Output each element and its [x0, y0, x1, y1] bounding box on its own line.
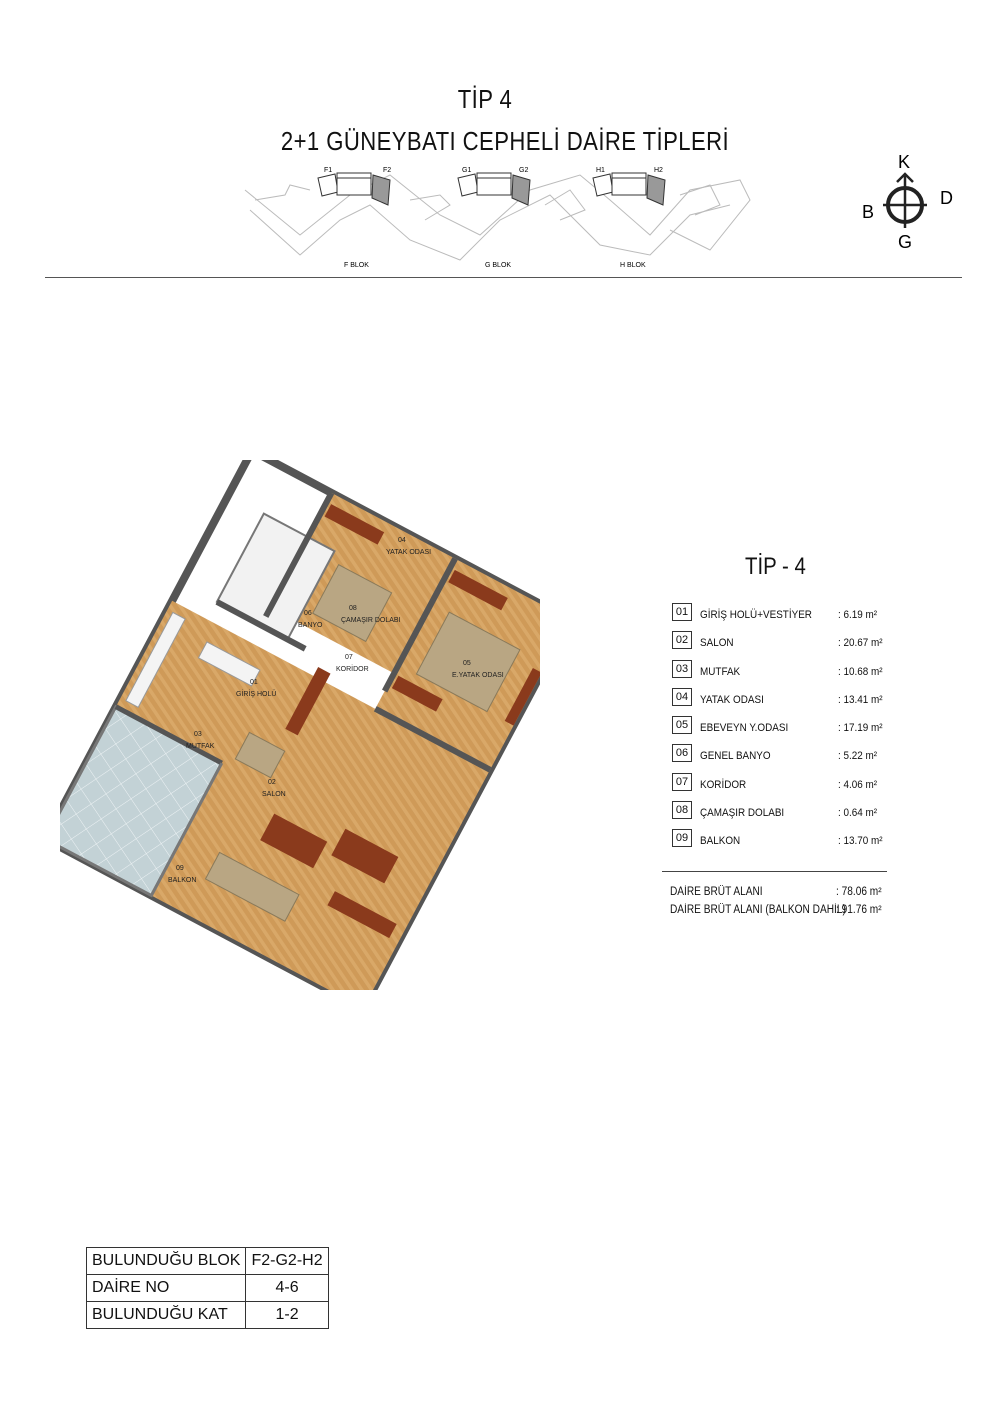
g-block-unit [458, 173, 530, 205]
compass-south: G [898, 232, 913, 252]
room-name: KORİDOR [700, 778, 747, 791]
room-area-list [672, 603, 892, 858]
unit-f1-label: F1 [324, 167, 333, 174]
svg-text:02: 02 [268, 779, 276, 786]
compass-north: K [898, 152, 911, 172]
unit-h1-label: H1 [596, 167, 605, 174]
room-row [672, 688, 892, 716]
svg-text:BALKON: BALKON [168, 877, 197, 884]
total-value: : 91.76 m² [836, 904, 882, 916]
room-row [672, 801, 892, 829]
unit-f2-label: F2 [383, 167, 392, 174]
svg-text:08: 08 [349, 605, 357, 612]
floor-plan [60, 460, 540, 990]
room-area: : 10.68 m² [838, 665, 883, 678]
room-name: EBEVEYN Y.ODASI [700, 722, 789, 735]
totals-divider [662, 871, 887, 872]
compass-west: B [862, 202, 875, 222]
h-block-unit [593, 173, 665, 205]
svg-text:04: 04 [398, 537, 406, 544]
info-row [87, 1275, 329, 1302]
block-f-label: F BLOK [344, 262, 369, 269]
room-area: : 6.19 m² [838, 609, 878, 621]
room-area: : 20.67 m² [838, 637, 883, 650]
room-area: : 4.06 m² [838, 778, 878, 791]
info-label: BULUNDUĞU BLOK [87, 1248, 246, 1275]
unit-g1-label: G1 [462, 167, 472, 174]
block-h-label: H BLOK [620, 262, 646, 269]
room-area: : 0.64 m² [838, 807, 878, 820]
room-row [672, 631, 892, 659]
info-value: 1-2 [246, 1302, 328, 1329]
svg-text:BANYO: BANYO [298, 622, 323, 629]
svg-text:09: 09 [176, 865, 184, 872]
room-number-box: 05 [672, 716, 692, 734]
room-name: MUTFAK [700, 665, 741, 678]
svg-text:07: 07 [345, 654, 353, 661]
room-row [672, 716, 892, 744]
room-name: SALON [700, 637, 734, 650]
room-name: GENEL BANYO [700, 750, 771, 763]
room-row [672, 744, 892, 772]
room-number-box: 07 [672, 773, 692, 791]
svg-text:05: 05 [463, 660, 471, 667]
room-area: : 17.19 m² [838, 722, 883, 735]
info-value: F2-G2-H2 [246, 1248, 328, 1275]
room-area: : 13.70 m² [838, 835, 883, 848]
room-number-box: 02 [672, 631, 692, 649]
room-number-box: 01 [672, 603, 692, 621]
unit-h2-label: H2 [654, 167, 663, 174]
header-divider [45, 277, 962, 278]
room-row [672, 773, 892, 801]
f-block-unit [318, 173, 390, 205]
room-name: YATAK ODASI [700, 693, 764, 706]
svg-text:YATAK ODASI: YATAK ODASI [386, 549, 432, 556]
total-label: DAİRE BRÜT ALANI (BALKON DAHİL) [670, 904, 846, 916]
svg-text:E.YATAK ODASI: E.YATAK ODASI [452, 672, 504, 679]
room-number-box: 04 [672, 688, 692, 706]
site-key-plan [240, 160, 760, 275]
room-name: BALKON [700, 835, 741, 848]
page-title: TİP 4 [457, 84, 513, 114]
room-name: GİRİŞ HOLÜ+VESTİYER [700, 609, 812, 621]
room-number-box: 06 [672, 744, 692, 762]
total-row [670, 886, 910, 904]
info-label: BULUNDUĞU KAT [87, 1302, 246, 1329]
total-value: : 78.06 m² [836, 886, 882, 898]
room-number-box: 03 [672, 660, 692, 678]
room-area: : 5.22 m² [838, 750, 878, 763]
svg-text:ÇAMAŞIR DOLABI: ÇAMAŞIR DOLABI [341, 617, 401, 624]
svg-text:KORİDOR: KORİDOR [336, 666, 369, 673]
info-row [87, 1302, 329, 1329]
svg-text:03: 03 [194, 731, 202, 738]
block-g-label: G BLOK [485, 262, 512, 269]
room-row [672, 603, 892, 631]
svg-text:SALON: SALON [262, 791, 286, 798]
info-row [87, 1248, 329, 1275]
room-row [672, 660, 892, 688]
room-number-box: 08 [672, 801, 692, 819]
info-label: DAİRE NO [87, 1275, 246, 1302]
svg-text:06: 06 [304, 610, 312, 617]
svg-text:MUTFAK: MUTFAK [186, 743, 215, 750]
svg-text:GİRİŞ HOLÜ: GİRİŞ HOLÜ [236, 691, 277, 698]
room-number-box: 09 [672, 829, 692, 847]
compass-rose-icon [858, 148, 968, 258]
page-subtitle: 2+1 GÜNEYBATI CEPHELİ DAİRE TİPLERİ [280, 126, 730, 156]
compass-east: D [940, 188, 953, 208]
room-name: ÇAMAŞIR DOLABI [700, 807, 785, 820]
total-label: DAİRE BRÜT ALANI [670, 886, 763, 898]
svg-text:01: 01 [250, 679, 258, 686]
room-row [672, 829, 892, 857]
room-area: : 13.41 m² [838, 693, 883, 706]
unit-g2-label: G2 [519, 167, 529, 174]
info-value: 4-6 [246, 1275, 328, 1302]
total-row [670, 904, 910, 922]
room-table-heading: TİP - 4 [745, 553, 806, 580]
unit-info-table [86, 1247, 329, 1329]
totals-block [670, 886, 910, 922]
